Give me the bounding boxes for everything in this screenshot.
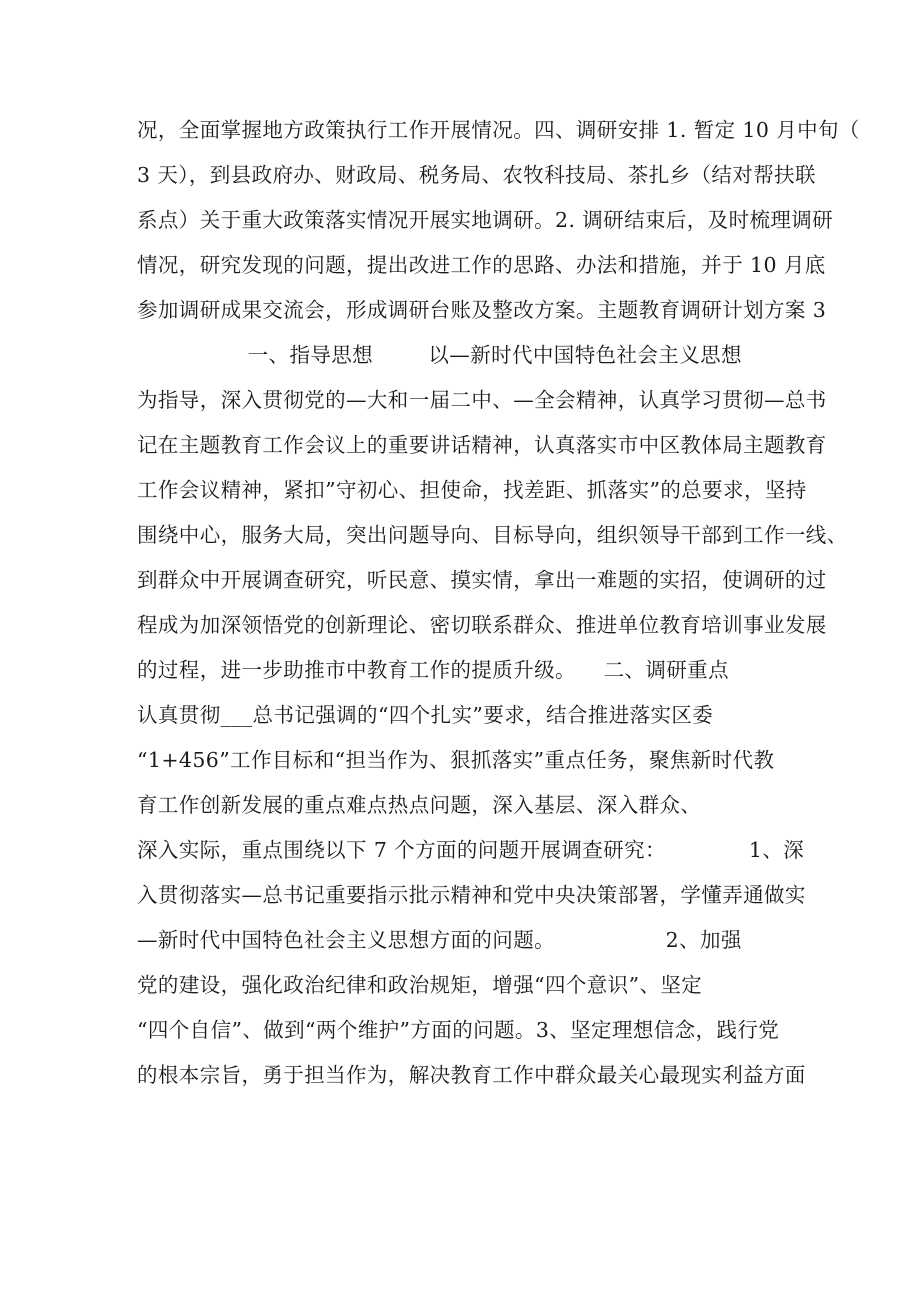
text-line: 程成为加深领悟党的创新理论、密切联系群众、推进单位教育培训事业发展 (137, 613, 827, 637)
text-line: 况，全面掌握地方政策执行工作开展情况。四、调研安排 1. 暂定 10 月中旬（ (137, 118, 860, 142)
text-line: 工作会议精神，紧扣”守初心、担使命，找差距、抓落实”的总要求，坚持 (137, 478, 807, 502)
text-line: 系点）关于重大政策落实情况开展实地调研。2. 调研结束后，及时梳理调研 (137, 208, 834, 232)
text-line: 认真贯彻___总书记强调的“四个扎实”要求，结合推进落实区委 (137, 703, 714, 727)
text-line: 入贯彻落实—总书记重要指示批示精神和党中央决策部署，学懂弄通做实 (137, 883, 806, 907)
text-line: 3 天），到县政府办、财政局、税务局、农牧科技局、茶扎乡（结对帮扶联 (137, 163, 816, 187)
text-line: 深入实际，重点围绕以下 7 个方面的问题开展调查研究： 1、深 (137, 838, 805, 862)
text-line: 记在主题教育工作会议上的重要讲话精神，认真落实市中区教体局主题教育 (137, 433, 827, 457)
text-line: 党的建设，强化政治纪律和政治规矩，增强“四个意识”、坚定 (137, 973, 703, 997)
text-line: 到群众中开展调查研究，听民意、摸实情，拿出一难题的实招，使调研的过 (137, 568, 827, 592)
text-line: 参加调研成果交流会，形成调研台账及整改方案。主题教育调研计划方案 3 (137, 298, 827, 322)
text-line: 育工作创新发展的重点难点热点问题，深入基层、深入群众、 (137, 793, 702, 817)
text-line: 围绕中心，服务大局，突出问题导向、目标导向，组织领导干部到工作一线、 (137, 523, 848, 547)
text-line: 为指导，深入贯彻党的—大和一届二中、—全会精神，认真学习贯彻—总书 (137, 388, 827, 412)
text-line: 的根本宗旨，勇于担当作为，解决教育工作中群众最关心最现实利益方面 (137, 1063, 806, 1087)
text-line: —新时代中国特色社会主义思想方面的问题。 2、加强 (137, 928, 742, 952)
section-heading-line: 一、指导思想 以—新时代中国特色社会主义思想 (137, 343, 742, 367)
text-line: 的过程，进一步助推市中教育工作的提质升级。 二、调研重点 (137, 658, 729, 682)
text-line: “四个自信”、做到“两个维护”方面的问题。3、坚定理想信念，践行党 (137, 1018, 780, 1042)
text-line: 情况，研究发现的问题，提出改进工作的思路、办法和措施，并于 10 月底 (137, 253, 826, 277)
text-line: “1+456”工作目标和“担当作为、狠抓落实”重点任务，聚焦新时代教 (137, 748, 775, 772)
